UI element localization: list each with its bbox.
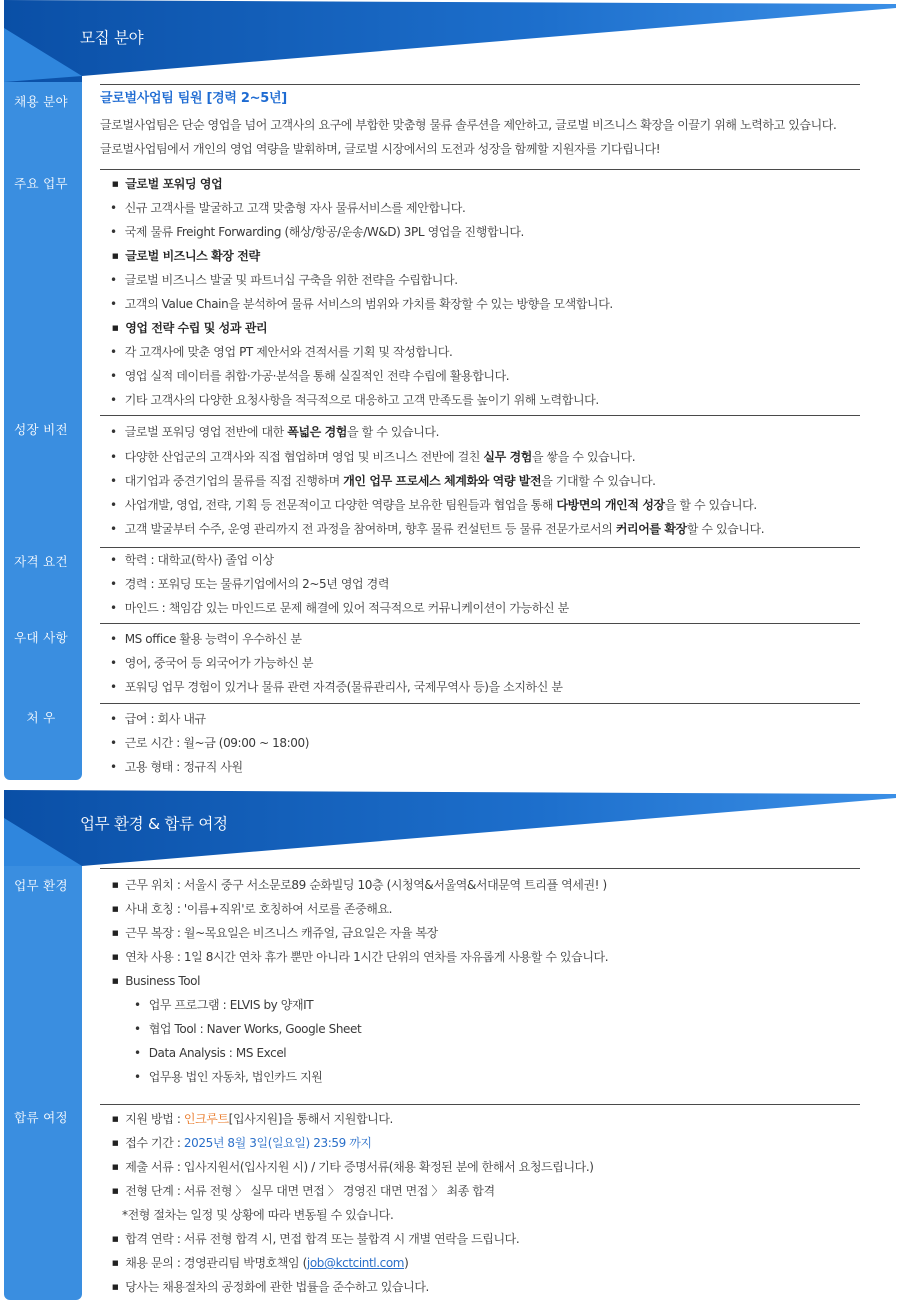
tool-item: • 업무용 법인 자동차, 법인카드 지원 <box>134 1069 322 1085</box>
journey-process: ■ 전형 단계 : 서류 전형 〉 실무 대면 면접 〉 경영진 대면 면접 〉 최종 합격 <box>112 1183 495 1201</box>
environment-item: ■ 사내 호칭 : '이름+직위'로 호칭하여 서로를 존중해요. <box>112 901 392 919</box>
duty-item: • 영업 실적 데이터를 취합·가공·분석을 통해 실질적인 전략 수립에 활용합니다. <box>110 368 509 384</box>
divider <box>100 547 860 548</box>
journey-apply: ■ 지원 방법 : 인크루트[입사지원]을 통해서 지원합니다. <box>112 1111 393 1129</box>
requirement-item: • 경력 : 포워딩 또는 물류기업에서의 2~5년 영업 경력 <box>110 576 389 592</box>
vision-item: • 대기업과 중견기업의 물류를 직접 진행하며 개인 업무 프로세스 체계화와 역량 발전을 기대할 수 있습니다. <box>110 473 656 489</box>
journey-process-note: *전형 절차는 일정 및 상황에 따라 변동될 수 있습니다. <box>122 1208 394 1222</box>
requirement-item: • 마인드 : 책임감 있는 마인드로 문제 해결에 있어 적극적으로 커뮤니케이션이 가능하신 분 <box>110 600 569 616</box>
duty-item: • 글로벌 비즈니스 발굴 및 파트너십 구축을 위한 전략을 수립합니다. <box>110 272 458 288</box>
journey-result: ■ 합격 연락 : 서류 전형 합격 시, 면접 합격 또는 불합격 시 개별 연락을 드립니다. <box>112 1231 519 1249</box>
duty-heading: ■ 영업 전략 수립 및 성과 관리 <box>112 320 267 338</box>
divider <box>100 415 860 416</box>
environment-item: ■ Business Tool <box>112 973 200 991</box>
section-title: 모집 분야 <box>80 29 144 47</box>
treatment-item: • 급여 : 회사 내규 <box>110 711 206 727</box>
tool-item: • 협업 Tool : Naver Works, Google Sheet <box>134 1021 361 1037</box>
category-label-preferred: 우대 사항 <box>14 630 68 645</box>
preferred-item: • 영어, 중국어 등 외국어가 가능하신 분 <box>110 655 313 671</box>
incruit-link[interactable]: 인크루트 <box>183 1112 229 1126</box>
duty-item: • 신규 고객사를 발굴하고 고객 맞춤형 자사 물류서비스를 제안합니다. <box>110 200 465 216</box>
divider <box>100 1104 860 1105</box>
divider <box>100 169 860 170</box>
divider <box>100 623 860 624</box>
intro-text: 글로벌사업팀은 단순 영업을 넘어 고객사의 요구에 부합한 맞춤형 물류 솔루션을 제안하고, 글로벌 비즈니스 확장을 이끌기 위해 노력하고 있습니다. <box>100 118 837 132</box>
email-link[interactable]: job@kctcintl.com <box>306 1256 405 1270</box>
category-label-treatment: 처 우 <box>26 710 56 725</box>
environment-item: ■ 근무 복장 : 월~목요일은 비즈니스 캐쥬얼, 금요일은 자율 복장 <box>112 925 438 943</box>
preferred-item: • MS office 활용 능력이 우수하신 분 <box>110 631 302 647</box>
journey-inquiry: ■ 채용 문의 : 경영관리팀 박명호책임 (job@kctcintl.com) <box>112 1255 408 1273</box>
category-sidebar <box>4 82 82 780</box>
journey-deadline: ■ 접수 기간 : 2025년 8월 3일(일요일) 23:59 까지 <box>112 1135 372 1153</box>
journey-documents: ■ 제출 서류 : 입사지원서(입사지원 시) / 기타 증명서류(채용 확정된 분에 한해서 요청드립니다.) <box>112 1159 594 1177</box>
duty-item: • 국제 물류 Freight Forwarding (해상/항공/운송/W&D) 3PL 영업을 진행합니다. <box>110 224 524 240</box>
vision-item: • 고객 발굴부터 수주, 운영 관리까지 전 과정을 참여하며, 향후 물류 컨설턴트 등 물류 전문가로서의 커리어를 확장할 수 있습니다. <box>110 521 764 537</box>
preferred-item: • 포워딩 업무 경험이 있거나 물류 관련 자격증(물류관리사, 국제무역사 등)을 소지하신 분 <box>110 679 563 695</box>
category-label-duties: 주요 업무 <box>14 176 68 191</box>
vision-item: • 다양한 산업군의 고객사와 직접 협업하며 영업 및 비즈니스 전반에 걸친 실무 경험을 쌓을 수 있습니다. <box>110 449 635 465</box>
position-title: 글로벌사업팀 팀원 [경력 2~5년] <box>100 91 287 106</box>
divider <box>100 84 860 85</box>
vision-item: • 사업개발, 영업, 전략, 기획 등 전문적이고 다양한 역량을 보유한 팀원들과 협업을 통해 다방면의 개인적 성장을 할 수 있습니다. <box>110 497 757 513</box>
divider <box>100 868 860 869</box>
category-label-journey: 합류 여정 <box>14 1110 68 1125</box>
category-label-requirements: 자격 요건 <box>14 554 68 569</box>
section-title: 업무 환경 & 합류 여정 <box>80 815 228 833</box>
duty-item: • 기타 고객사의 다양한 요청사항을 적극적으로 대응하고 고객 만족도를 높이기 위해 노력합니다. <box>110 392 599 408</box>
category-label-position: 채용 분야 <box>14 94 68 109</box>
category-label-environment: 업무 환경 <box>14 878 68 893</box>
environment-item: ■ 연차 사용 : 1일 8시간 연차 휴가 뿐만 아니라 1시간 단위의 연차를 자유롭게 사용할 수 있습니다. <box>112 949 608 967</box>
duty-heading: ■ 글로벌 포워딩 영업 <box>112 176 222 194</box>
divider <box>100 703 860 704</box>
category-sidebar <box>4 866 82 1300</box>
category-label-vision: 성장 비전 <box>14 422 68 437</box>
tool-item: • Data Analysis : MS Excel <box>134 1045 286 1061</box>
duty-heading: ■ 글로벌 비즈니스 확장 전략 <box>112 248 260 266</box>
treatment-item: • 고용 형태 : 정규직 사원 <box>110 759 243 775</box>
duty-item: • 각 고객사에 맞춘 영업 PT 제안서와 견적서를 기획 및 작성합니다. <box>110 344 452 360</box>
duty-item: • 고객의 Value Chain을 분석하여 물류 서비스의 범위와 가치를 확장할 수 있는 방향을 모색합니다. <box>110 296 613 312</box>
journey-compliance: ■ 당사는 채용절차의 공정화에 관한 법률을 준수하고 있습니다. <box>112 1279 429 1297</box>
tool-item: • 업무 프로그램 : ELVIS by 양재IT <box>134 997 313 1013</box>
environment-section <box>0 790 900 1304</box>
requirement-item: • 학력 : 대학교(학사) 졸업 이상 <box>110 552 274 568</box>
treatment-item: • 근로 시간 : 월~금 (09:00 ~ 18:00) <box>110 735 309 751</box>
vision-item: • 글로벌 포워딩 영업 전반에 대한 폭넓은 경험을 할 수 있습니다. <box>110 424 439 440</box>
intro-text: 글로벌사업팀에서 개인의 영업 역량을 발휘하며, 글로벌 시장에서의 도전과 성장을 함께할 지원자를 기다립니다! <box>100 142 661 156</box>
environment-item: ■ 근무 위치 : 서울시 중구 서소문로89 순화빌딩 10층 (시청역&서울역&서대문역 트리플 역세권! ) <box>112 877 607 895</box>
